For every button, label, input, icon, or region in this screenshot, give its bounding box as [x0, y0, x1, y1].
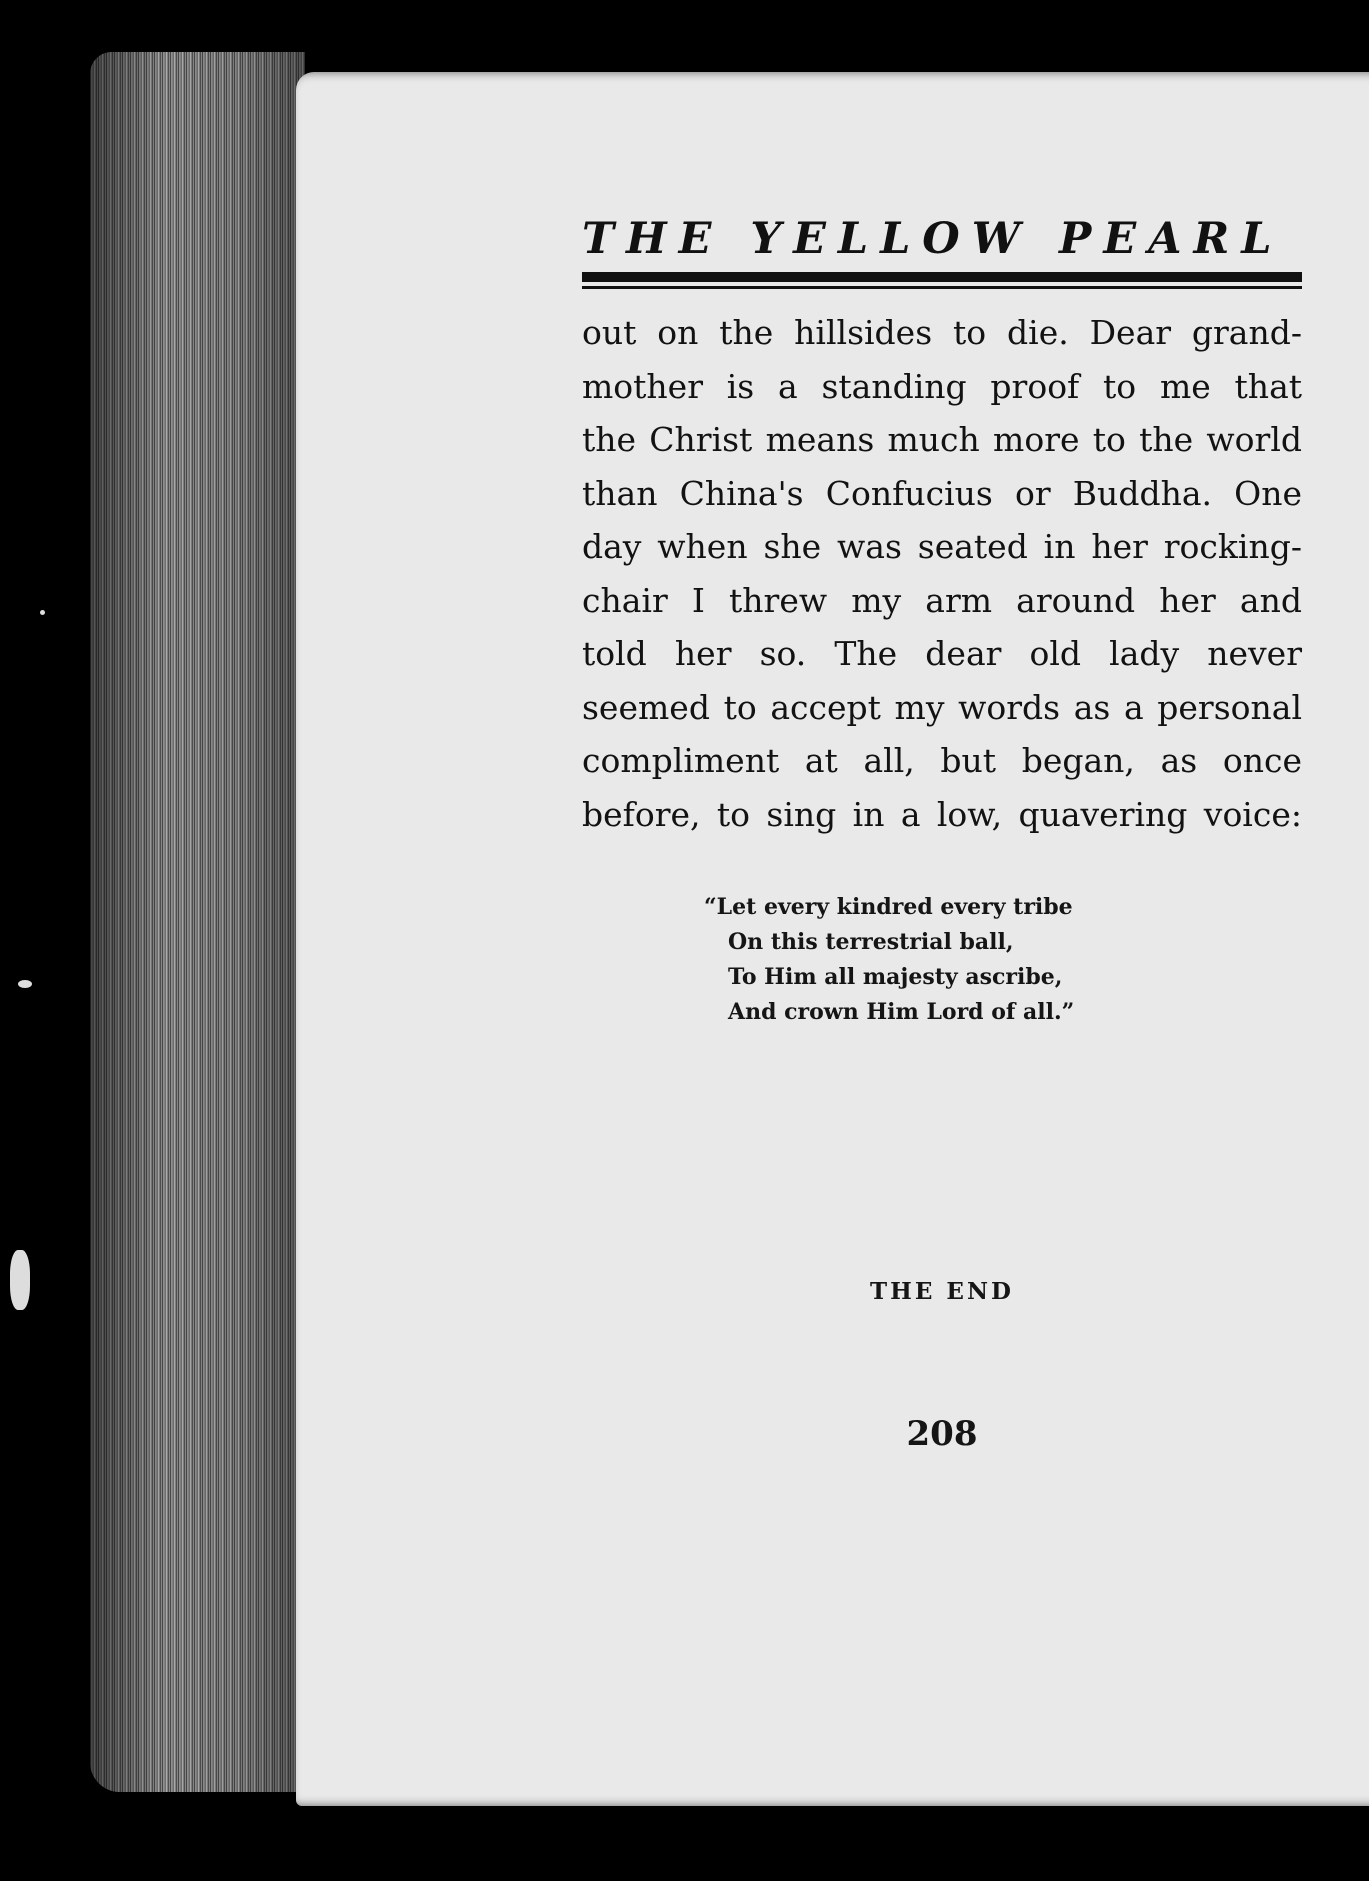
hymn-verse — [704, 890, 1164, 1030]
body-paragraph — [582, 306, 1302, 841]
verse-line: On this terrestrial ball, — [728, 929, 1014, 955]
body-line: before, to sing in a low, quavering voice: — [582, 794, 1302, 834]
body-line: than China's Confucius or Buddha. One — [582, 473, 1302, 513]
body-line: day when she was seated in her rocking- — [582, 527, 1302, 566]
the-end-label: THE END — [870, 1278, 1014, 1305]
body-line: chair I threw my arm around her and — [582, 580, 1302, 620]
verse-line: To Him all majesty ascribe, — [728, 964, 1063, 990]
dust-speck — [18, 980, 32, 988]
body-line: out on the hillsides to die. Dear grand- — [582, 313, 1302, 352]
dust-speck — [10, 1250, 30, 1310]
dust-speck — [40, 610, 45, 615]
body-line: seemed to accept my words as a personal — [582, 687, 1302, 727]
header-rule-thin — [582, 286, 1302, 289]
body-line: compliment at all, but began, as once — [582, 741, 1302, 780]
header-rule-thick — [582, 272, 1302, 282]
verse-line: “Let every kindred every tribe — [704, 894, 1073, 920]
running-head: THE YELLOW PEARL — [582, 214, 1284, 264]
verse-line: And crown Him Lord of all.” — [728, 999, 1075, 1025]
body-line: told her so. The dear old lady never — [582, 634, 1302, 673]
page-number: 208 — [906, 1414, 978, 1454]
body-line: the Christ means much more to the world — [582, 420, 1302, 459]
book-page-edges — [90, 52, 305, 1792]
body-line: mother is a standing proof to me that — [582, 366, 1302, 406]
